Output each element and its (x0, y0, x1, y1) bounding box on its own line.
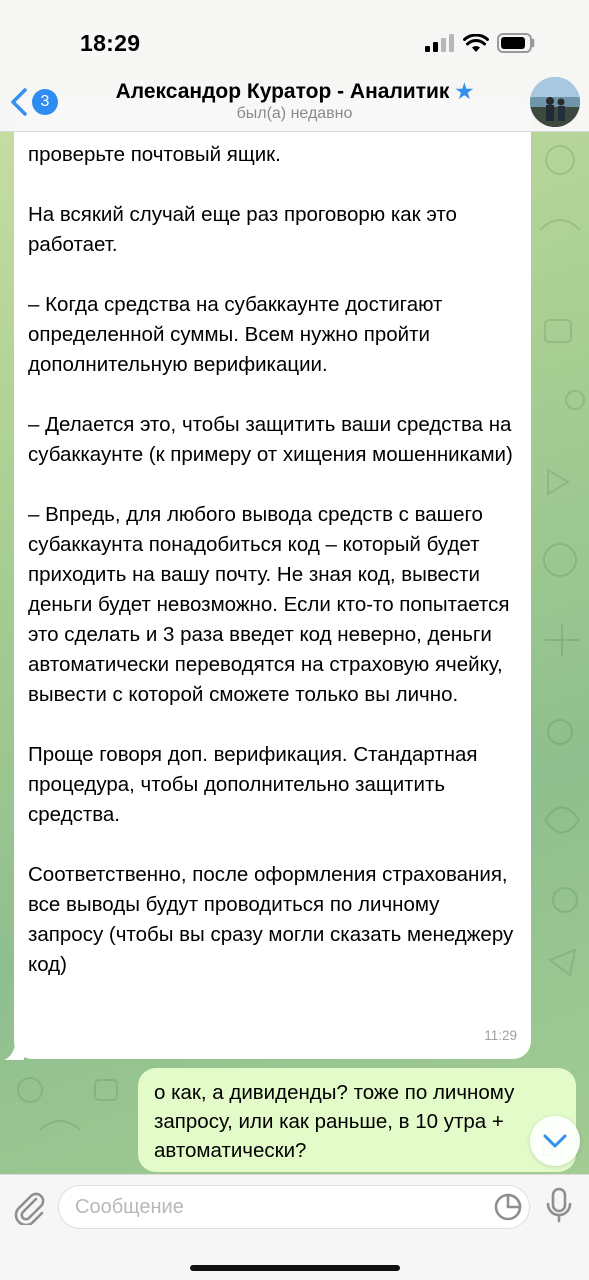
message-paragraph: Соответственно, после оформления страхования, все выводы будут проводиться по личному запросу (чтобы вы сразу могли сказать менеджеру код) (28, 863, 519, 976)
message-paragraph: проверьте почтовый ящик. (28, 143, 281, 166)
chat-title-text: Александор Куратор - Аналитик (115, 80, 450, 103)
battery-icon (497, 33, 537, 53)
microphone-icon (546, 1187, 572, 1225)
attach-icon (12, 1189, 46, 1225)
chat-title[interactable] (0, 79, 589, 104)
sticker-button[interactable] (493, 1192, 523, 1227)
status-icons (425, 33, 537, 53)
chat-header (0, 0, 589, 132)
avatar-photo (530, 77, 580, 127)
status-time: 18:29 (80, 30, 141, 56)
message-input-bar (0, 1174, 589, 1280)
message-paragraph: Проще говоря доп. верификация. Стандартная процедура, чтобы дополнительно защитить средства. (28, 743, 484, 826)
wifi-icon (463, 34, 489, 53)
avatar[interactable] (530, 77, 580, 127)
message-time: 11:29 (484, 1028, 517, 1043)
home-indicator (190, 1265, 400, 1271)
outgoing-message-text: о как, а дивиденды? тоже по личному запросу, или как раньше, в 10 утра + автоматически? (154, 1081, 515, 1162)
message-paragraph: На всякий случай еще раз проговорю как это работает. (28, 203, 463, 256)
message-paragraph: – Когда средства на субаккаунте достигают определенной суммы. Всем нужно пройти дополнительную верификации. (28, 293, 449, 376)
message-paragraph: – Делается это, чтобы защитить ваши средства на субаккаунте (к примеру от хищения мошенниками) (28, 413, 518, 466)
chevron-down-icon (542, 1133, 568, 1149)
signal-icon (425, 34, 455, 52)
incoming-message[interactable] (14, 96, 531, 1059)
sticker-icon (493, 1192, 523, 1222)
attach-button[interactable] (12, 1189, 46, 1230)
scroll-down-button[interactable] (530, 1116, 580, 1166)
unread-badge: 3 (32, 89, 58, 115)
message-input[interactable] (58, 1185, 530, 1229)
outgoing-message[interactable] (138, 1068, 576, 1172)
chat-subtitle: был(а) недавно (236, 105, 353, 122)
verified-star-icon: ★ (455, 81, 474, 103)
message-paragraph: – Впредь, для любого вывода средств с вашего субаккаунта понадобиться код – который будет приходить на вашу почту. Не зная код, вывести деньги будет невозможно. Если кто-то попытается это сделать и 3 раза введет код неверно, деньги автоматически переводятся на страховую ячейку, вывести с которой сможете только вы лично. (28, 503, 516, 706)
microphone-button[interactable] (546, 1187, 572, 1230)
